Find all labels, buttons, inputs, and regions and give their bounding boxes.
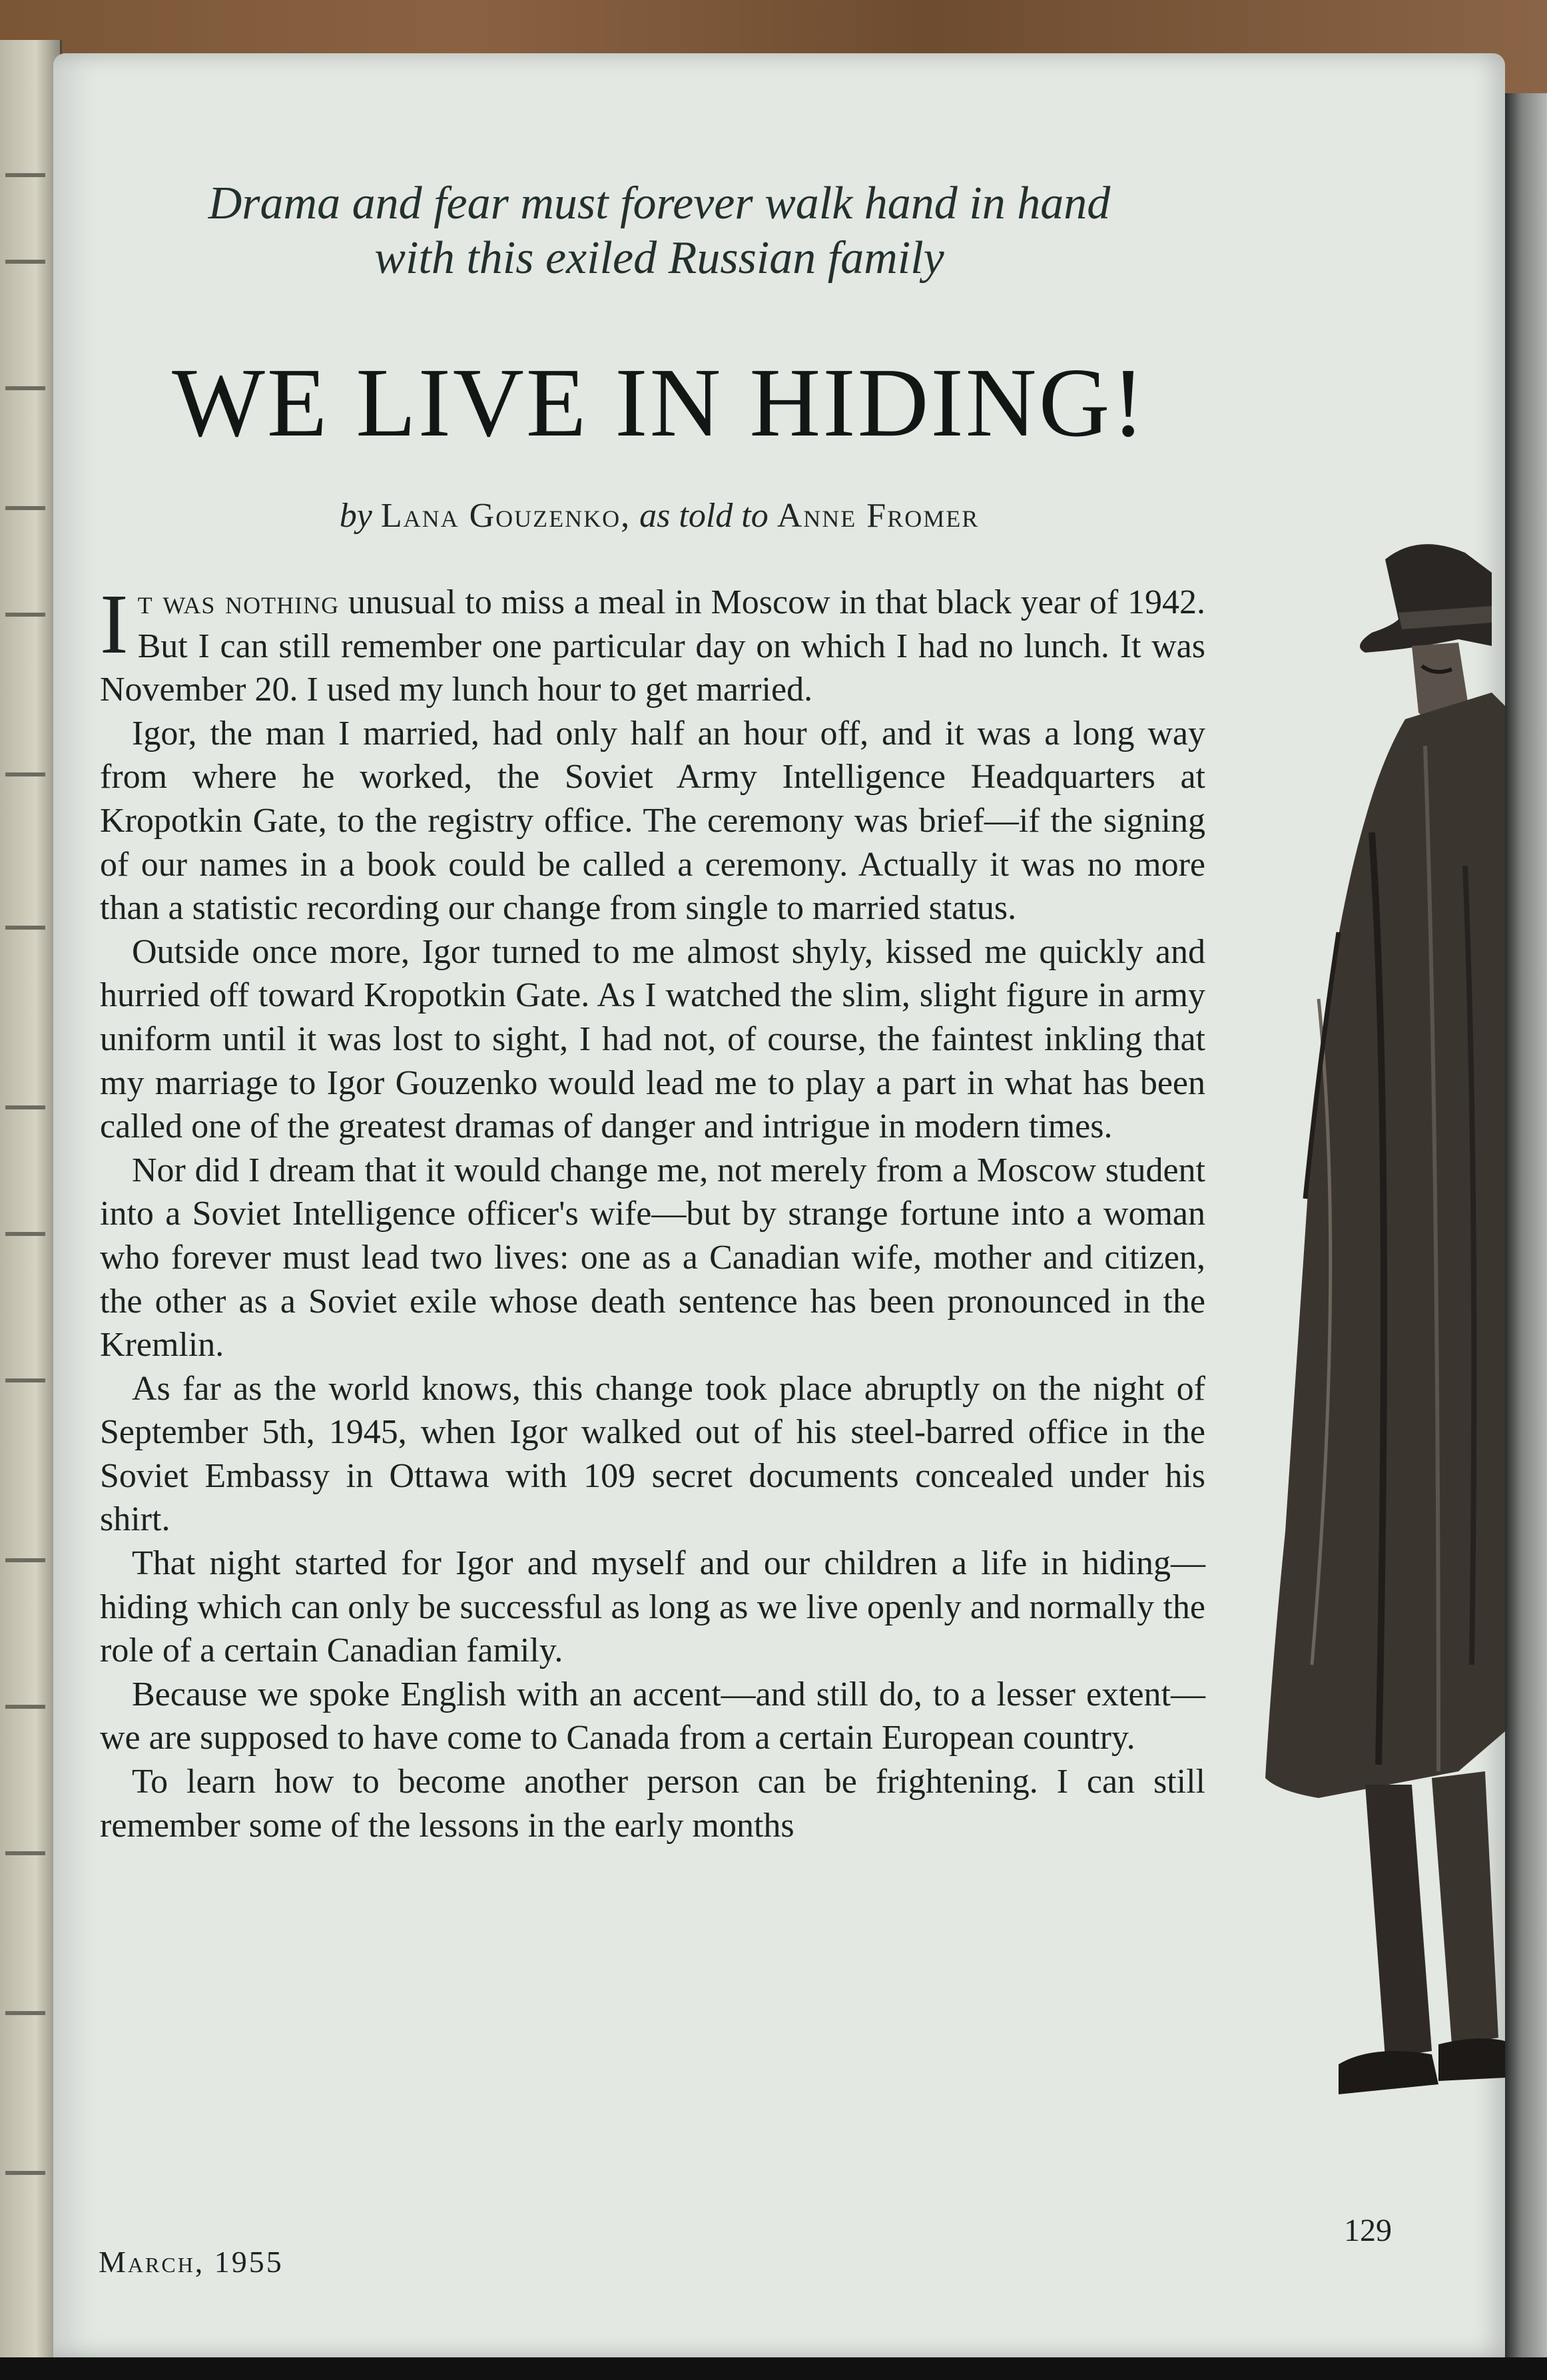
paragraph-7: Because we spoke English with an accent—and still do, to a lesser extent—we are supposed to have come to Canada from a certain European country.: [100, 1675, 1205, 1757]
kicker-line-1: Drama and fear must forever walk hand in hand: [208, 178, 1111, 229]
paragraph-2: Igor, the man I married, had only half an hour off, and it was a long way from where he worked, the Soviet Army Intelligence Headquarters at Kropotkin Gate, to the registry office. The ceremony was brief—if the signing of our names in a book could be called a ceremony. Actually it was no more than a statistic recording our change from single to married status.: [100, 714, 1205, 928]
issue-date: March, 1955: [99, 2245, 284, 2279]
headline: WE LIVE IN HIDING!: [172, 348, 1147, 457]
byline-author: Lana Gouzenko,: [380, 497, 631, 535]
drop-cap: I: [100, 577, 129, 671]
paragraph-1-text: unusual to miss a meal in Moscow in that black year of 1942. But I can still remember one particular day on which I had no lunch. It was November 20. I used my lunch hour to get married.: [100, 583, 1206, 709]
paragraph-3: Outside once more, Igor turned to me almost shyly, kissed me quickly and hurried off toward Kropotkin Gate. As I watched the slim, slight figure in army uniform until it was lost to sight, I had not, of course, the faintest inkling that my marriage to Igor Gouzenko would lead me to play a part in what has been called one of the greatest dramas of danger and intrigue in modern times.: [100, 932, 1205, 1146]
paragraph-5: As far as the world knows, this change took place abruptly on the night of September 5th, 1945, when Igor walked out of his steel-barred office in the Soviet Embassy in Ottawa with 109 secret documents concealed under his shirt.: [100, 1369, 1205, 1539]
paragraph-1: [100, 577, 1206, 712]
kicker: [100, 176, 1219, 286]
book-spine-edge: [1505, 93, 1547, 2357]
byline-by: by: [339, 497, 372, 535]
paragraph-8: To learn how to become another person can be frightening. I can still remember some of the lessons in the early months: [100, 1763, 1205, 1845]
page-number: 129: [1344, 2213, 1392, 2248]
paragraph-6: That night started for Igor and myself and our children a life in hiding—hiding which can only be successful as long as we live openly and normally the role of a certain Canadian family.: [100, 1544, 1205, 1670]
byline-as-told-to: as told to: [639, 497, 769, 535]
bottom-shadow: [0, 2357, 1547, 2380]
legs: [1365, 1785, 1432, 2058]
byline-co-author: Anne Fromer: [776, 497, 980, 535]
article-body: [100, 577, 1206, 1847]
kicker-line-2: with this exiled Russian family: [374, 232, 944, 284]
hat: [1360, 544, 1492, 653]
shoes: [1339, 2051, 1438, 2094]
byline: [100, 496, 1219, 535]
paragraph-4: Nor did I dream that it would change me, not merely from a Moscow student into a Soviet Intelligence officer's wife—but by strange fortune into a woman who forever must lead two lives: one as a Canadian wife, mother and citizen, the other as a Soviet exile whose death sentence has been pronounced in the Kremlin.: [100, 1151, 1205, 1364]
lead-in: t was nothing: [137, 583, 340, 621]
man-in-trenchcoat-illustration: [1239, 533, 1505, 2131]
